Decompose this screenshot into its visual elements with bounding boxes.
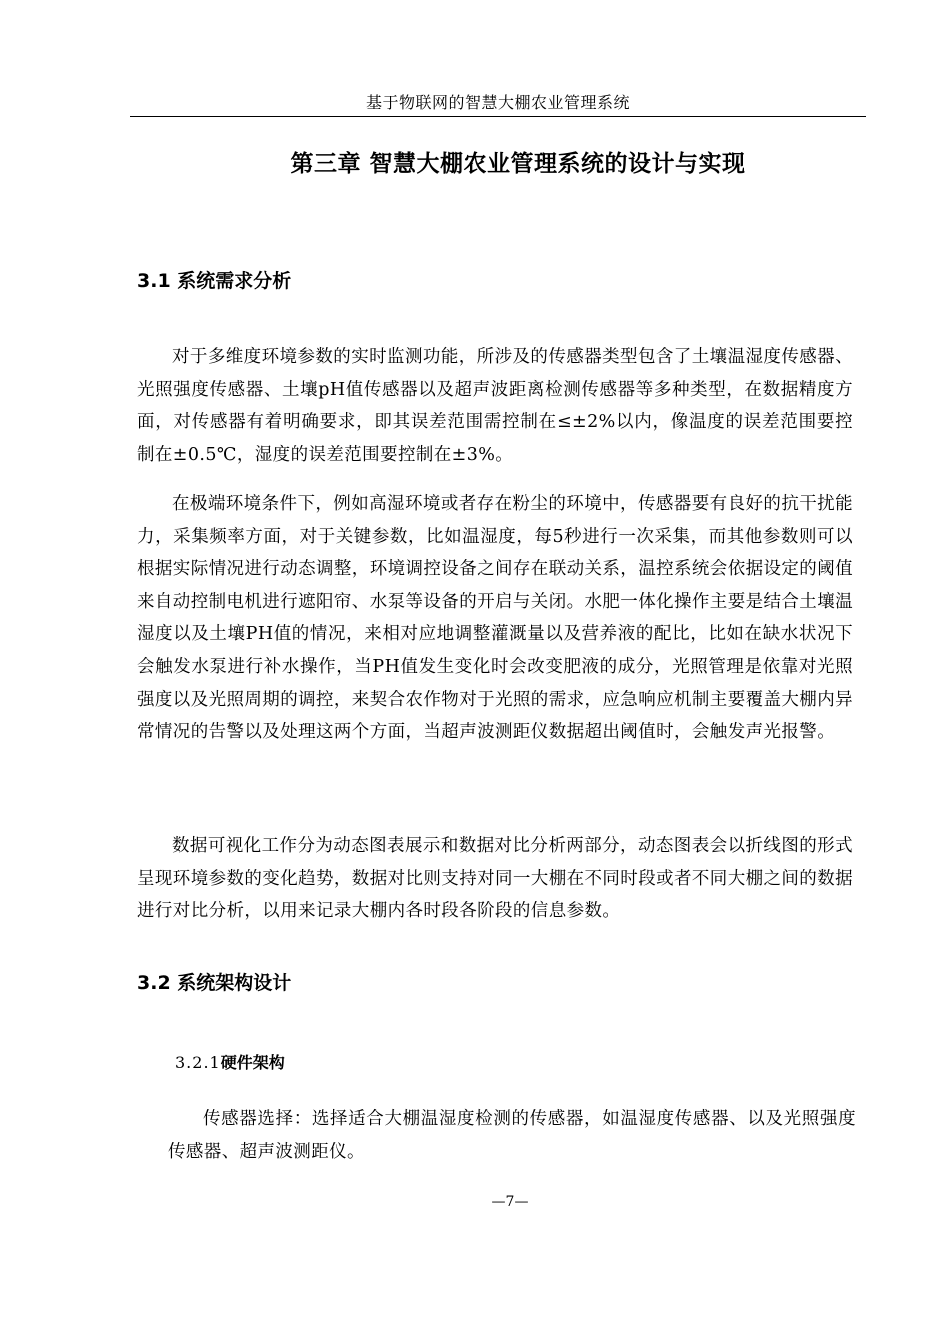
subsection-3-2-1-paragraph: 传感器选择：选择适合大棚温湿度检测的传感器，如温湿度传感器、以及光照强度传感器、超声波测距仪。 — [168, 1109, 856, 1162]
chapter-title: 第三章 智慧大棚农业管理系统的设计与实现 — [290, 151, 746, 177]
section-3-1-heading: 3.1 系统需求分析 — [137, 270, 292, 292]
section-3-1-paragraph-3: 数据可视化工作分为动态图表展示和数据对比分析两部分，动态图表会以折线图的形式呈现环境参数的变化趋势，数据对比则支持对同一大棚在不同时段或者不同大棚之间的数据进行对比分析，以用来记录大棚内各时段各阶段的信息参数。 — [137, 836, 853, 922]
section-3-1-paragraph-1: 对于多维度环境参数的实时监测功能，所涉及的传感器类型包含了土壤温湿度传感器、光照强度传感器、土壤pH值传感器以及超声波距离检测传感器等多种类型，在数据精度方面，对传感器有着明确要求，即其误差范围需控制在≤±2%以内，像温度的误差范围要控制在±0.5℃，湿度的误差范围要控制在±3%。 — [137, 347, 853, 465]
page-number: —7— — [491, 1194, 529, 1210]
section-3-1-paragraph-2: 在极端环境条件下，例如高湿环境或者存在粉尘的环境中，传感器要有良好的抗干扰能力，采集频率方面，对于关键参数，比如温湿度，每5秒进行一次采集，而其他参数则可以根据实际情况进行动态调整，环境调控设备之间存在联动关系，温控系统会依据设定的阈值来自动控制电机进行遮阳帘、水泵等设备的开启与关闭。水肥一体化操作主要是结合土壤温湿度以及土壤PH值的情况，来相对应地调整灌溉量以及营养液的配比，比如在缺水状况下会触发水泵进行补水操作，当PH值发生变化时会改变肥液的成分，光照管理是依靠对光照强度以及光照周期的调控，来契合农作物对于光照的需求，应急响应机制主要覆盖大棚内异常情况的告警以及处理这两个方面，当超声波测距仪数据超出阈值时，会触发声光报警。 — [137, 494, 853, 743]
running-header: 基于物联网的智慧大棚农业管理系统 — [365, 93, 630, 112]
section-3-2-heading: 3.2 系统架构设计 — [137, 972, 292, 994]
subsection-3-2-1-heading — [175, 1052, 285, 1074]
subsection-number: 3.2.1 — [175, 1053, 221, 1072]
subsection-title: 硬件架构 — [220, 1053, 285, 1072]
header-divider — [130, 116, 866, 117]
